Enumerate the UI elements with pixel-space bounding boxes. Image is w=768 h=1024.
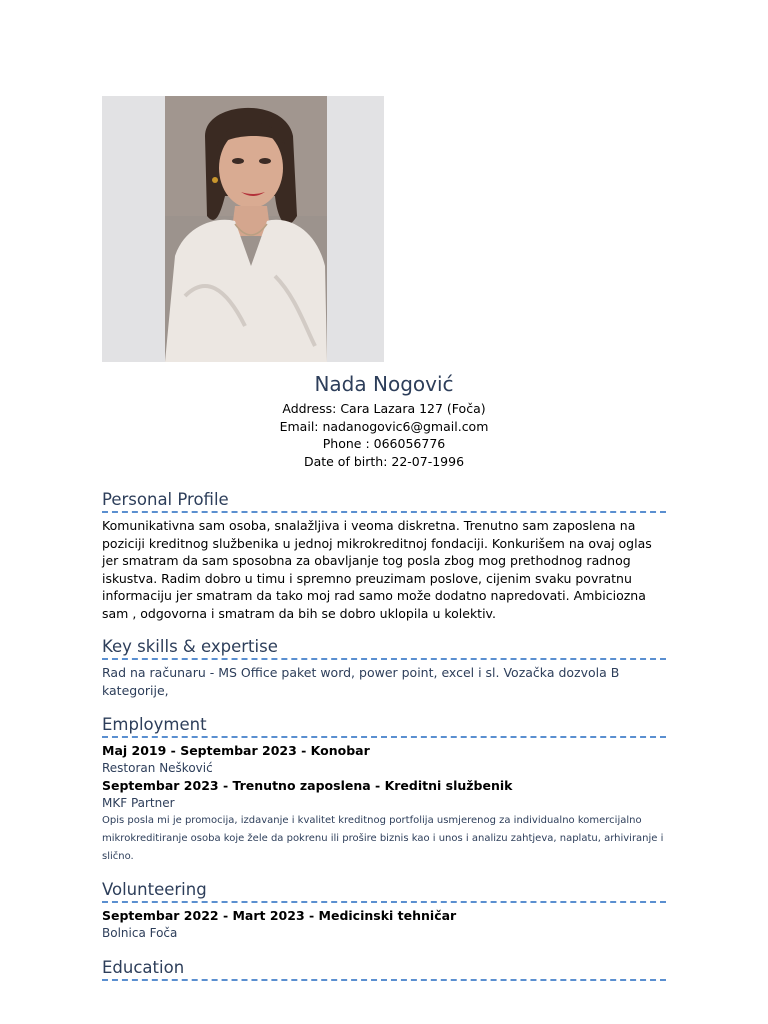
- volunteer-organization: Bolnica Foča: [102, 925, 178, 940]
- section-title-personal-profile: Personal Profile: [102, 490, 666, 513]
- personal-profile-text: Komunikativna sam osoba, snalažljiva i veoma diskretna. Trenutno sam zaposlena na poziciji kreditnog službenika u jednoj mikrokreditnoj fondaciji. Konkurišem na ovaj oglas jer smatram da sam sposobna za obavljanje tog posla zbog mog prethodnog radnog iskustva. Radim dobro u timu i spremno preuzimam poslove, cijenim svaku povratnu informaciju jer smatram da tako moj rad samo može dodatno napredovati. Ambiciozna sam , odgovorna i smatram da bih se dobro uklopila u kolektiv.: [102, 518, 652, 621]
- education-section: [102, 958, 666, 981]
- job-company: Restoran Nešković: [102, 760, 213, 775]
- profile-photo-frame: [102, 96, 384, 362]
- job-description: Opis posla mi je promocija, izdavanje i kvalitet kreditnog portfolija usmjerenog za individualno komercijalno mikrokreditiranje osoba koje žele da pokrenu ili prošire biznis kao i unos i analizu zahtjeva, naplatu, arhiviranje i slično.: [102, 815, 664, 862]
- job-title: Septembar 2023 - Trenutno zaposlena - Kreditni službenik: [102, 778, 513, 794]
- employment-section: [102, 715, 666, 865]
- section-title-skills: Key skills & expertise: [102, 637, 666, 660]
- phone-line: Phone : 066056776: [322, 436, 446, 452]
- job-company: MKF Partner: [102, 795, 175, 810]
- skills-section: [102, 637, 666, 699]
- section-title-employment: Employment: [102, 715, 666, 738]
- section-title-education: Education: [102, 958, 666, 981]
- candidate-name: Nada Nogović: [314, 372, 454, 396]
- dob-line: Date of birth: 22-07-1996: [303, 453, 465, 469]
- address-line: Address: Cara Lazara 127 (Foča): [282, 401, 486, 416]
- section-title-volunteering: Volunteering: [102, 880, 666, 903]
- volunteer-title: Septembar 2022 - Mart 2023 - Medicinski tehničar: [102, 908, 457, 923]
- contact-header: [102, 370, 666, 470]
- profile-photo-illustration: [165, 96, 327, 362]
- profile-photo: [165, 96, 327, 362]
- volunteering-section: [102, 880, 666, 942]
- skills-text: Rad na računaru - MS Office paket word, power point, excel i sl. Vozačka dozvola B kategorije,: [102, 665, 620, 698]
- email-line: Email: nadanogovic6@gmail.com: [279, 418, 489, 434]
- personal-profile-section: [102, 490, 666, 623]
- job-title: Maj 2019 - Septembar 2023 - Konobar: [102, 743, 370, 758]
